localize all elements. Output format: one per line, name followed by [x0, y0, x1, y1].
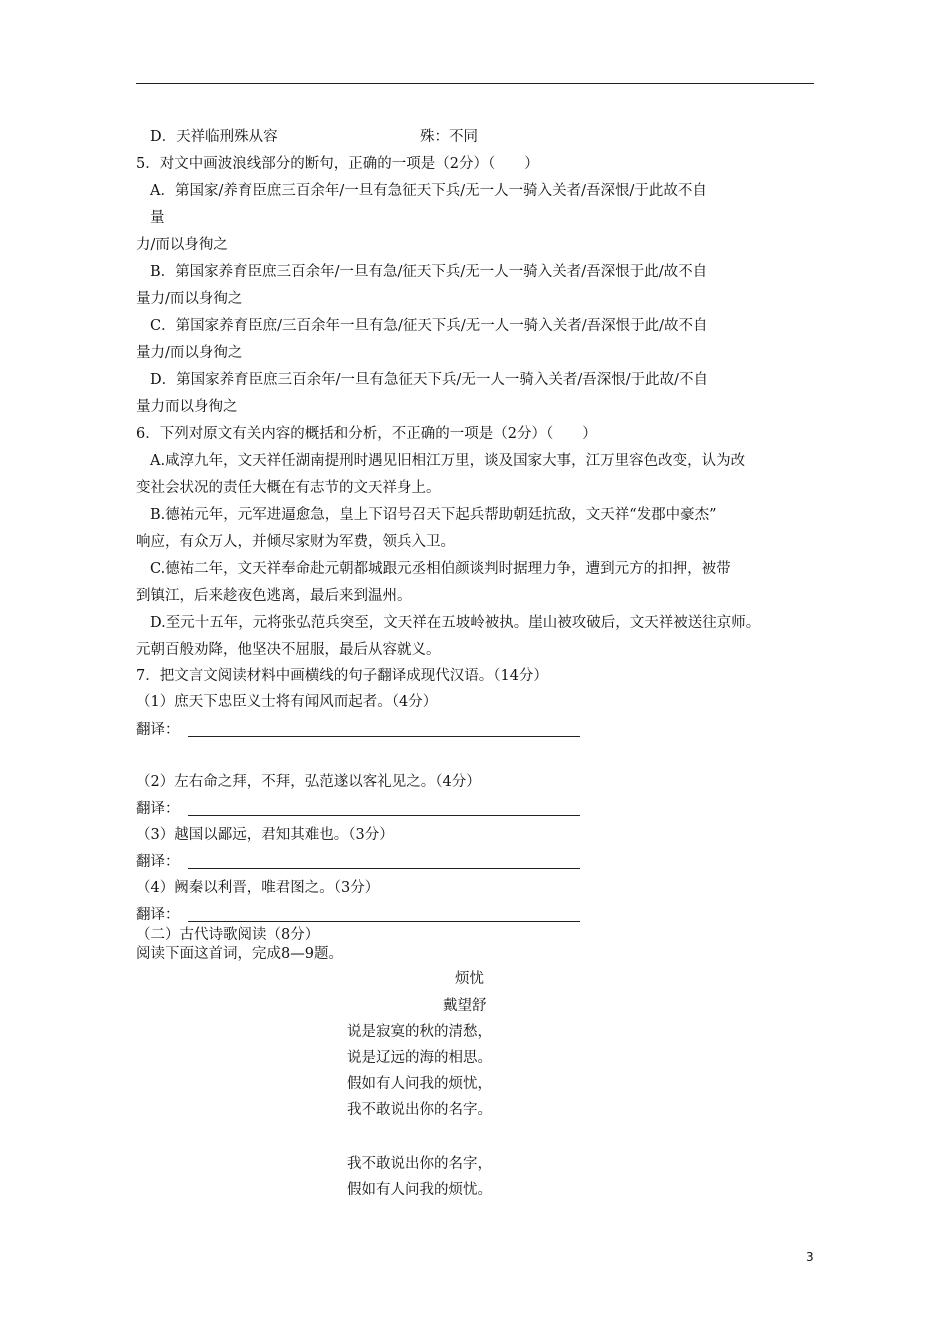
q5-option-a-line3: 力/而以身徇之 — [136, 237, 228, 253]
q7-sentence-1: （1）庶天下忠臣义士将有闻风而起者。（4分） — [136, 694, 438, 710]
q6-option-c-line2: 到镇江，后来趁夜色逃离，最后来到温州。 — [136, 588, 412, 604]
q4-option-d-gloss: 殊：不同 — [420, 129, 478, 145]
q5-option-c-line2: 量力/而以身徇之 — [136, 345, 243, 361]
q7-answer-line-4[interactable] — [188, 921, 580, 922]
poem-line-4: 我不敢说出你的名字。 — [347, 1102, 492, 1118]
q7-sentence-3: （3）越国以鄙远，君知其难也。（3分） — [136, 827, 394, 843]
q6-option-c-line1: C.德祐二年，文天祥奉命赴元朝都城跟元丞相伯颜谈判时据理力争，遭到元方的扣押，被带 — [150, 561, 731, 577]
q7-translate-label-2: 翻译： — [136, 801, 180, 817]
poem-title: 烦忧 — [455, 971, 484, 987]
q5-option-a-line1: A．第国家/养育臣庶三百余年/一旦有急征天下兵/无一人一骑入关者/吾深恨/于此故不自 — [150, 183, 707, 199]
q5-stem: 5．对文中画波浪线部分的断句，正确的一项是（2分）（ ） — [136, 156, 539, 172]
poem-author: 戴望舒 — [443, 998, 487, 1014]
q4-option-d — [150, 128, 278, 146]
q7-translate-label-4: 翻译： — [136, 907, 180, 923]
q5-option-b-line2: 量力/而以身徇之 — [136, 291, 243, 307]
q5-option-d-line2: 量力而以身徇之 — [136, 399, 238, 415]
q6-option-a-line2: 变社会状况的责任大概在有志节的文天祥身上。 — [136, 480, 441, 496]
q7-sentence-4: （4）阙秦以利晋，唯君图之。（3分） — [136, 880, 380, 896]
header-rule — [136, 83, 814, 84]
q7-stem: 7．把文言文阅读材料中画横线的句子翻译成现代汉语。（14分） — [136, 668, 548, 684]
q6-option-d-line1: D.至元十五年，元将张弘范兵突至，文天祥在五坡岭被执。崖山被攻破后，文天祥被送往京师。 — [150, 615, 761, 631]
poem-line-2: 说是辽远的海的相思。 — [347, 1050, 492, 1066]
q6-option-b-line2: 响应，有众万人，并倾尽家财为军费，领兵入卫。 — [136, 534, 455, 550]
q5-option-c-line1: C．第国家养育臣庶/三百余年一旦有急/征天下兵/无一人一骑入关者/吾深恨于此/故不自 — [150, 318, 708, 334]
q7-answer-line-1[interactable] — [188, 736, 580, 737]
q4-option-d-text: D．天祥临刑殊从容 — [150, 129, 278, 145]
q5-option-b-line1: B．第国家养育臣庶三百余年/一旦有急/征天下兵/无一人一骑入关者/吾深恨于此/故不自 — [150, 264, 708, 280]
q6-option-d-line2: 元朝百般劝降，他坚决不屈服，最后从容就义。 — [136, 642, 441, 658]
poem-line-5: 我不敢说出你的名字， — [347, 1156, 492, 1172]
q5-option-a-line2: 量 — [150, 210, 165, 226]
q6-option-a-line1: A.咸淳九年，文天祥任湖南提刑时遇见旧相江万里，谈及国家大事，江万里容色改变，认为改 — [150, 453, 746, 469]
q7-translate-label-1: 翻译： — [136, 722, 180, 738]
poem-line-3: 假如有人问我的烦忧， — [347, 1076, 492, 1092]
q6-option-b-line1: B.德祐元年，元军进逼愈急，皇上下诏号召天下起兵帮助朝廷抗敌，文天祥“发郡中豪杰” — [150, 507, 717, 523]
section-instruction: 阅读下面这首词，完成8—9题。 — [136, 946, 343, 962]
poem-line-1: 说是寂寞的秋的清愁， — [347, 1024, 492, 1040]
q6-stem: 6．下列对原文有关内容的概括和分析，不正确的一项是（2分）（ ） — [136, 426, 597, 442]
q7-answer-line-3[interactable] — [188, 868, 580, 869]
q7-sentence-2: （2）左右命之拜，不拜，弘范遂以客礼见之。（4分） — [136, 774, 481, 790]
page-number: 3 — [806, 1250, 814, 1264]
q7-answer-line-2[interactable] — [188, 815, 580, 816]
q5-option-d-line1: D．第国家养育臣庶三百余年/一旦有急征天下兵/无一人一骑入关者/吾深恨/于此故/不自 — [150, 372, 709, 388]
poem-line-6: 假如有人问我的烦忧。 — [347, 1182, 492, 1198]
section-title: （二）古代诗歌阅读（8分） — [136, 927, 320, 943]
q7-translate-label-3: 翻译： — [136, 854, 180, 870]
